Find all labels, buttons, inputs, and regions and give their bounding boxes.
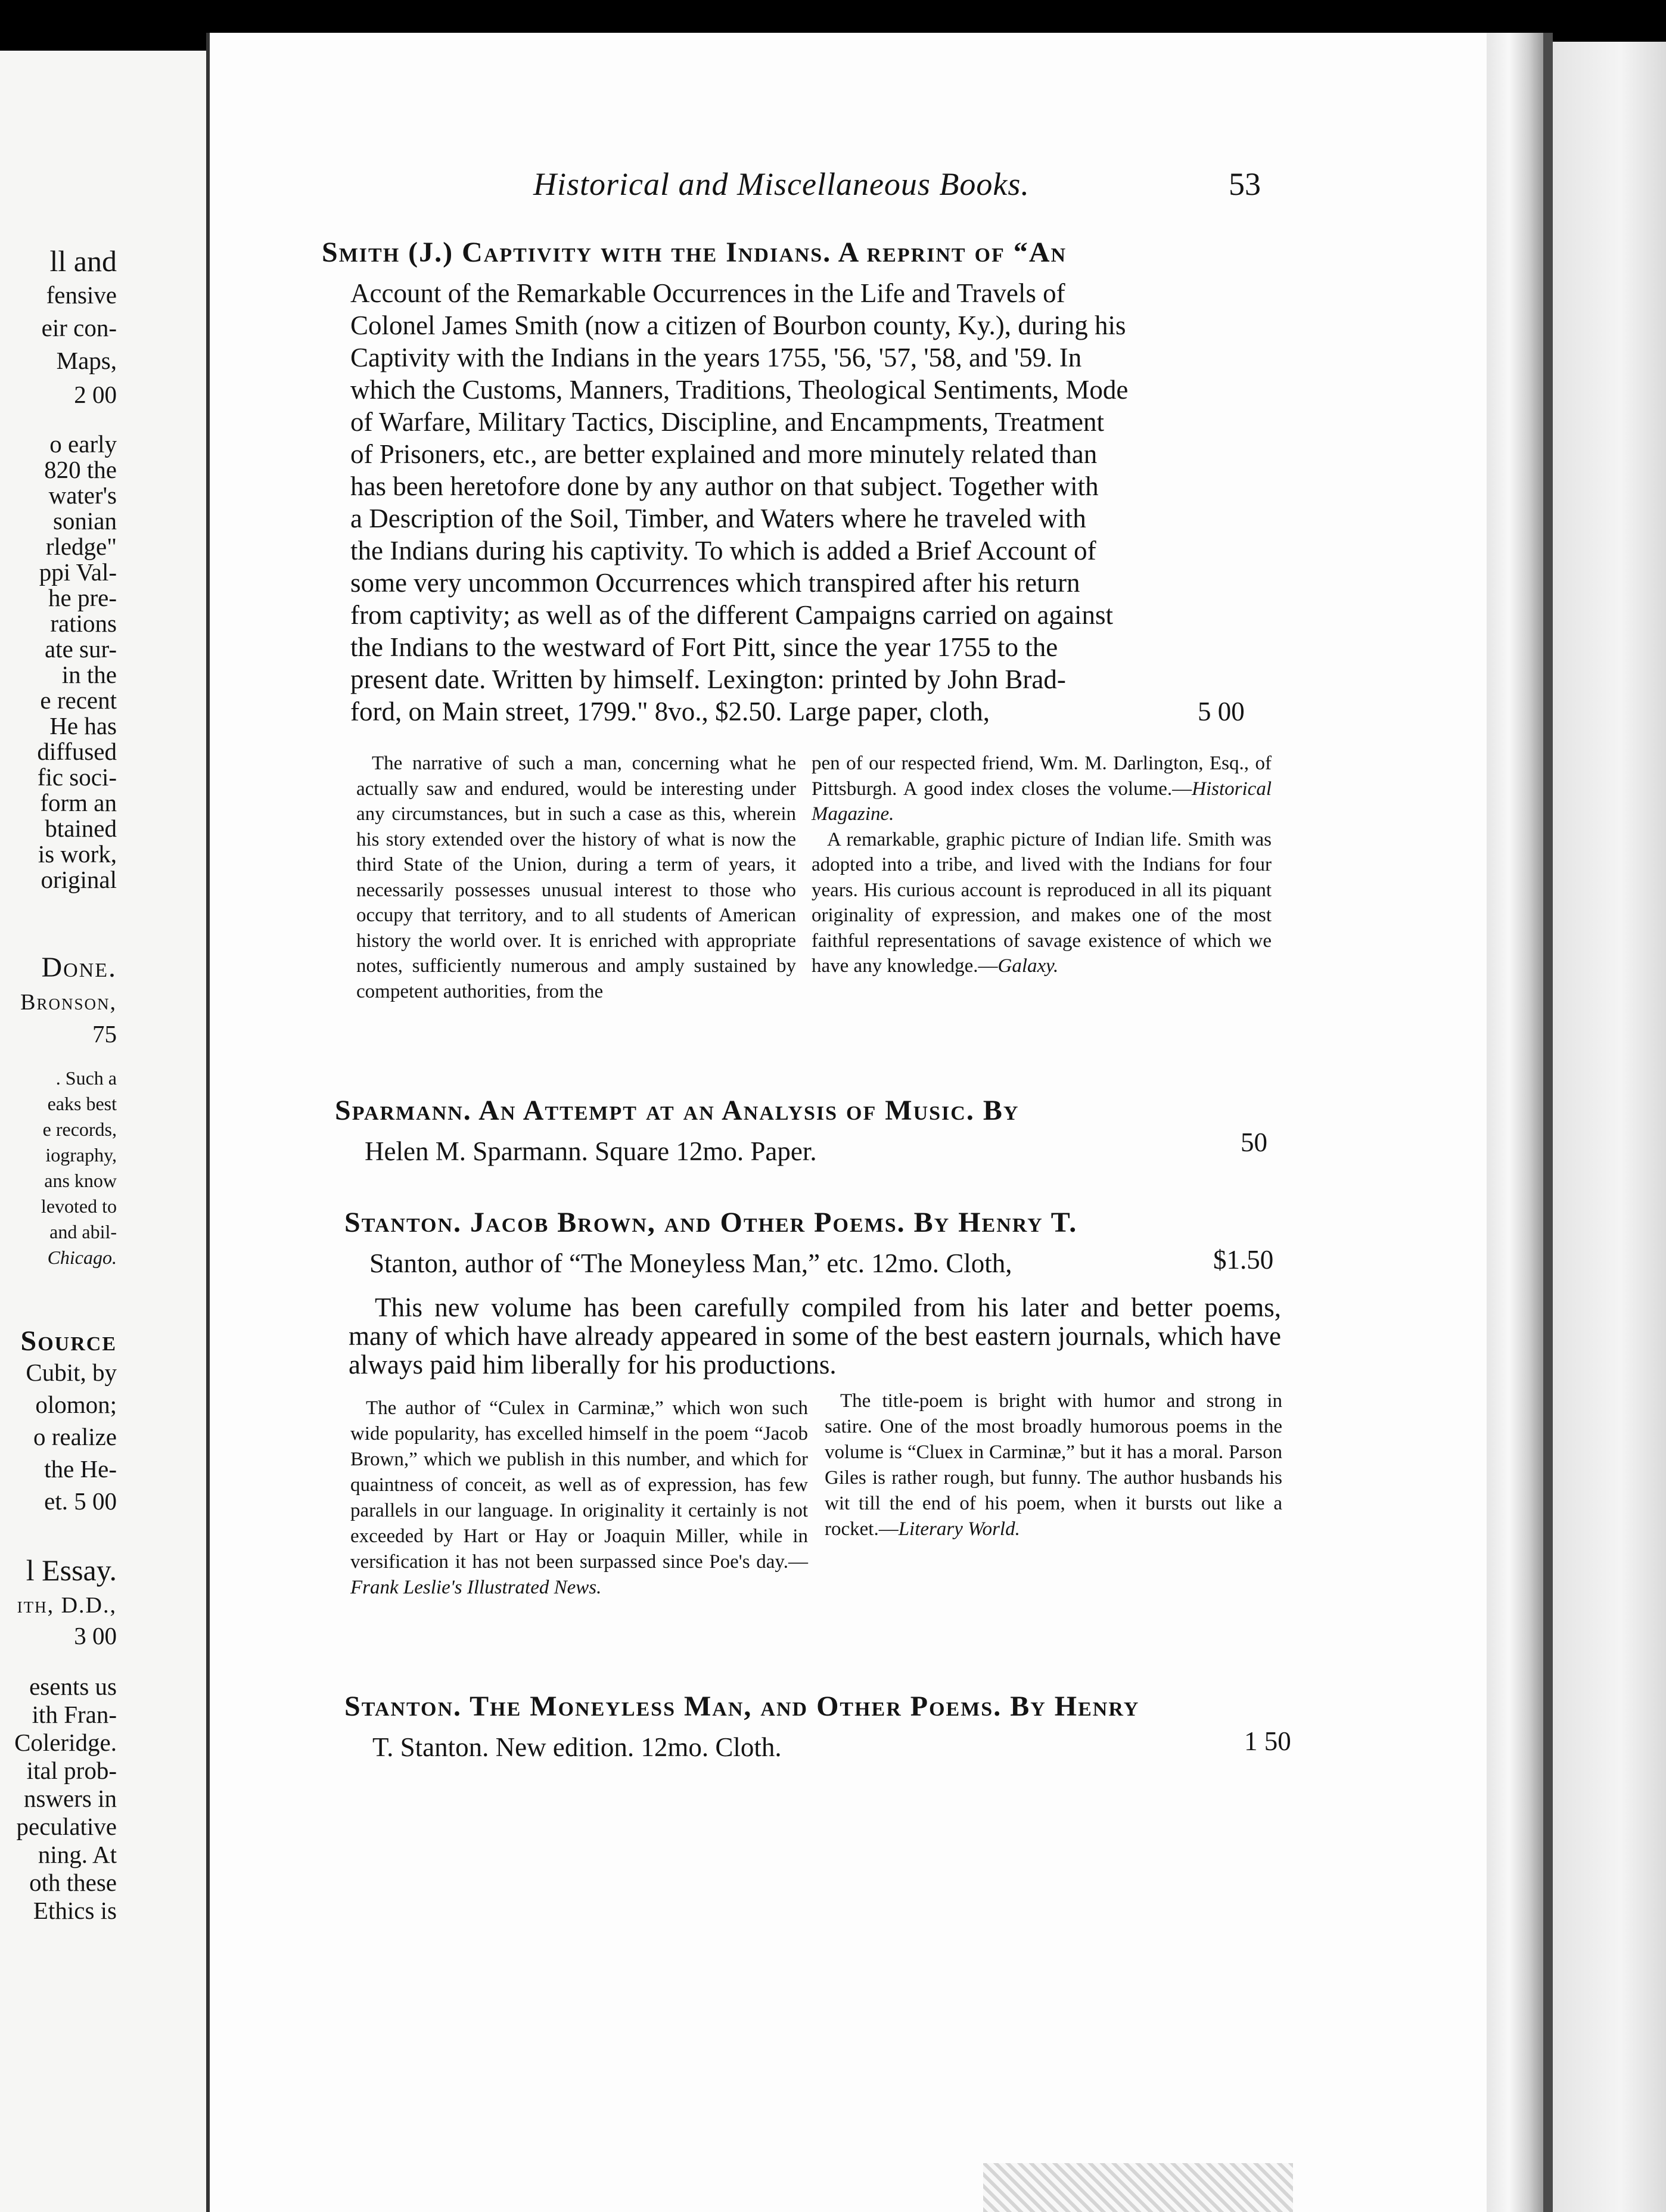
entry-line: has been heretofore done by any author on that subject. Together with (350, 471, 1099, 501)
entry-line: Colonel James Smith (now a citizen of Bourbon county, Ky.), during his (350, 310, 1126, 340)
left-page-line: He has (49, 712, 117, 740)
left-page-line: e recent (40, 686, 117, 714)
left-page-line: in the (61, 661, 117, 688)
description-text: This new volume has been carefully compiled from his later and better poems, many of which have already appeared in some of the best eastern journals, which have always paid him liberally for his productions. (349, 1293, 1281, 1380)
left-page-line: sonian (52, 507, 117, 535)
left-page-line: fic soci- (37, 763, 117, 791)
entry-line: of Prisoners, etc., are better explained and more minutely related than (350, 439, 1098, 469)
left-page-line: rations (50, 610, 117, 637)
entry-price: 1 50 (1244, 1726, 1291, 1756)
review-column-right (825, 1388, 1282, 1542)
left-page-line: ll and (49, 244, 117, 278)
entry-line: Helen M. Sparmann. Square 12mo. Paper. (365, 1136, 817, 1166)
entry-line: ford, on Main street, 1799." 8vo., $2.50. Large paper, cloth, (350, 697, 990, 726)
left-page-line: ith Fran- (32, 1701, 117, 1728)
left-page-line: levoted to (41, 1195, 117, 1217)
entry-line: some very uncommon Occurrences which transpired after his return (350, 568, 1080, 598)
entry-line: present date. Written by himself. Lexington: printed by John Brad- (350, 664, 1066, 694)
left-page-line: Maps, (56, 347, 117, 374)
left-page-line: ate sur- (45, 635, 117, 663)
entry-line: a Description of the Soil, Timber, and Waters where he traveled with (350, 504, 1086, 533)
review-text: The narrative of such a man, concerning what he actually saw and endured, would be interesting under any circumstances, but in such a case as this, wherein his story extended over the history of what is now the third State of the Union, during a term of years, it necessarily possesses unusual interest to those who occupy that territory, and to all students of American history the world over. It is enriched with appropriate notes, sufficiently numerous and amply sustained by competent authorities, from the (356, 753, 796, 1002)
left-page-line: 3 00 (74, 1622, 117, 1649)
left-page-line: Chicago. (47, 1247, 117, 1268)
left-page-line: o early (49, 430, 117, 458)
left-page-line: eir con- (41, 314, 117, 341)
page-edge (1487, 33, 1543, 2212)
page-border (206, 33, 210, 2212)
review-text: pen of our respected friend, Wm. M. Darlington, Esq., of Pittsburgh. A good index closes the volume.— (812, 753, 1272, 800)
left-page-line: o realize (33, 1423, 117, 1450)
left-page-line: peculative (16, 1813, 117, 1840)
entry-price: $1.50 (1213, 1245, 1274, 1275)
left-page-line: form an (40, 789, 117, 816)
review-source: Galaxy. (997, 955, 1059, 977)
left-page-line: . Such a (55, 1067, 117, 1089)
entry-line: Captivity with the Indians in the years 1755, '56, '57, '58, and '59. In (350, 343, 1082, 372)
gutter-shadow (1543, 33, 1553, 2212)
left-page-line: esents us (29, 1673, 117, 1700)
entry-line: the Indians to the westward of Fort Pitt, since the year 1755 to the (350, 632, 1058, 662)
review-text: The title-poem is bright with humor and strong in satire. One of the most broadly humorous poems in the volume is “Cluex in Carminæ,” but it has a moral. Parson Giles is rather rough, but funny. The author husbands his wit till the end of his poem, when it bursts out like a rocket.— (825, 1390, 1282, 1540)
left-page-line: Ethics is (33, 1897, 117, 1924)
left-page-line: water's (48, 481, 117, 509)
left-page-line: Cubit, by (26, 1359, 117, 1386)
left-page-line: diffused (37, 738, 117, 765)
review-column-left (350, 1396, 808, 1601)
entry-line: Account of the Remarkable Occurrences in the Life and Travels of (350, 278, 1065, 308)
entry-description (349, 1293, 1281, 1379)
entry-line: the Indians during his captivity. To which is added a Brief Account of (350, 536, 1096, 566)
left-page-line: and abil- (49, 1221, 117, 1242)
left-page-line: 820 the (44, 456, 117, 483)
left-page-line: fensive (46, 281, 117, 309)
page-number: 53 (1229, 166, 1261, 202)
left-page-line: is work, (38, 840, 117, 868)
left-page-line: Source (20, 1325, 117, 1357)
left-page-line: iography, (45, 1144, 117, 1166)
left-facing-page (0, 51, 234, 2212)
left-page-line: ppi Val- (39, 558, 117, 586)
running-title: Historical and Miscellaneous Books. (533, 166, 1030, 202)
left-page-line: et. 5 00 (44, 1487, 117, 1515)
entry-line: of Warfare, Military Tactics, Discipline, and Encampments, Treatment (350, 407, 1104, 437)
left-page-line: olomon; (35, 1391, 117, 1418)
left-page-line: Bronson, (20, 990, 117, 1015)
entry-heading-line: Stanton. The Moneyless Man, and Other Poems. By Henry (344, 1691, 1140, 1722)
entry-line: T. Stanton. New edition. 12mo. Cloth. (372, 1732, 782, 1762)
entry-heading-line: Sparmann. An Attempt at an Analysis of Music. By (335, 1095, 1020, 1126)
left-page-line: Done. (41, 952, 117, 983)
entry-price: 5 00 (1198, 697, 1245, 726)
entry-heading-line: Stanton. Jacob Brown, and Other Poems. By Henry T. (344, 1207, 1078, 1238)
left-page-line: the He- (44, 1455, 117, 1483)
entry-heading-line: Smith (J.) Captivity with the Indians. A reprint of “An (322, 237, 1067, 268)
scan-artifact (983, 2163, 1293, 2212)
left-page-line: 75 (92, 1020, 117, 1048)
left-page-line: rledge" (45, 533, 117, 560)
left-page-line: nswers in (23, 1785, 117, 1812)
left-page-line: btained (45, 815, 117, 842)
left-page-line: ital prob- (26, 1757, 117, 1784)
entry-line: from captivity; as well as of the different Campaigns carried on against (350, 600, 1114, 630)
left-page-line: 2 00 (74, 381, 117, 408)
back-page-edge (1553, 42, 1666, 2212)
left-page-line: Coleridge. (14, 1729, 117, 1756)
left-page-line: eaks best (47, 1093, 117, 1114)
review-source: Historical Magazine. (812, 778, 1272, 825)
review-column-right (812, 751, 1272, 979)
left-page-line: oth these (29, 1869, 117, 1896)
entry-line: Stanton, author of “The Moneyless Man,” etc. 12mo. Cloth, (369, 1248, 1012, 1278)
left-page-line: ning. At (38, 1841, 117, 1868)
left-page-line: he pre- (48, 584, 117, 611)
left-page-line: ith, D.D., (17, 1593, 117, 1618)
left-page-line: original (41, 866, 117, 893)
review-source: Literary World. (898, 1518, 1020, 1540)
left-page-line: l Essay. (26, 1554, 117, 1587)
review-text: A remarkable, graphic picture of Indian life. Smith was adopted into a tribe, and lived with the Indians for four years. His curious account is reproduced in all its piquant originality of expression, and makes one of the most faithful representations of savage existence of which we have any knowledge.— (812, 828, 1272, 977)
entry-line: which the Customs, Manners, Traditions, Theological Sentiments, Mode (350, 375, 1129, 405)
left-page-line: e records, (42, 1119, 117, 1140)
review-column-left (356, 751, 796, 1004)
review-text: The author of “Culex in Carminæ,” which won such wide popularity, has excelled himself in the poem “Jacob Brown,” which we publish in this number, and which for quaintness of conceit, as well as of expression, has few parallels in our language. In originality it certainly is not exceeded by Hart or Hay or Joaquin Miller, while in versification it has not been surpassed since Poe's day.— (350, 1397, 808, 1573)
review-source: Frank Leslie's Illustrated News. (350, 1577, 602, 1598)
entry-price: 50 (1241, 1127, 1267, 1157)
left-page-line: ans know (44, 1170, 117, 1191)
